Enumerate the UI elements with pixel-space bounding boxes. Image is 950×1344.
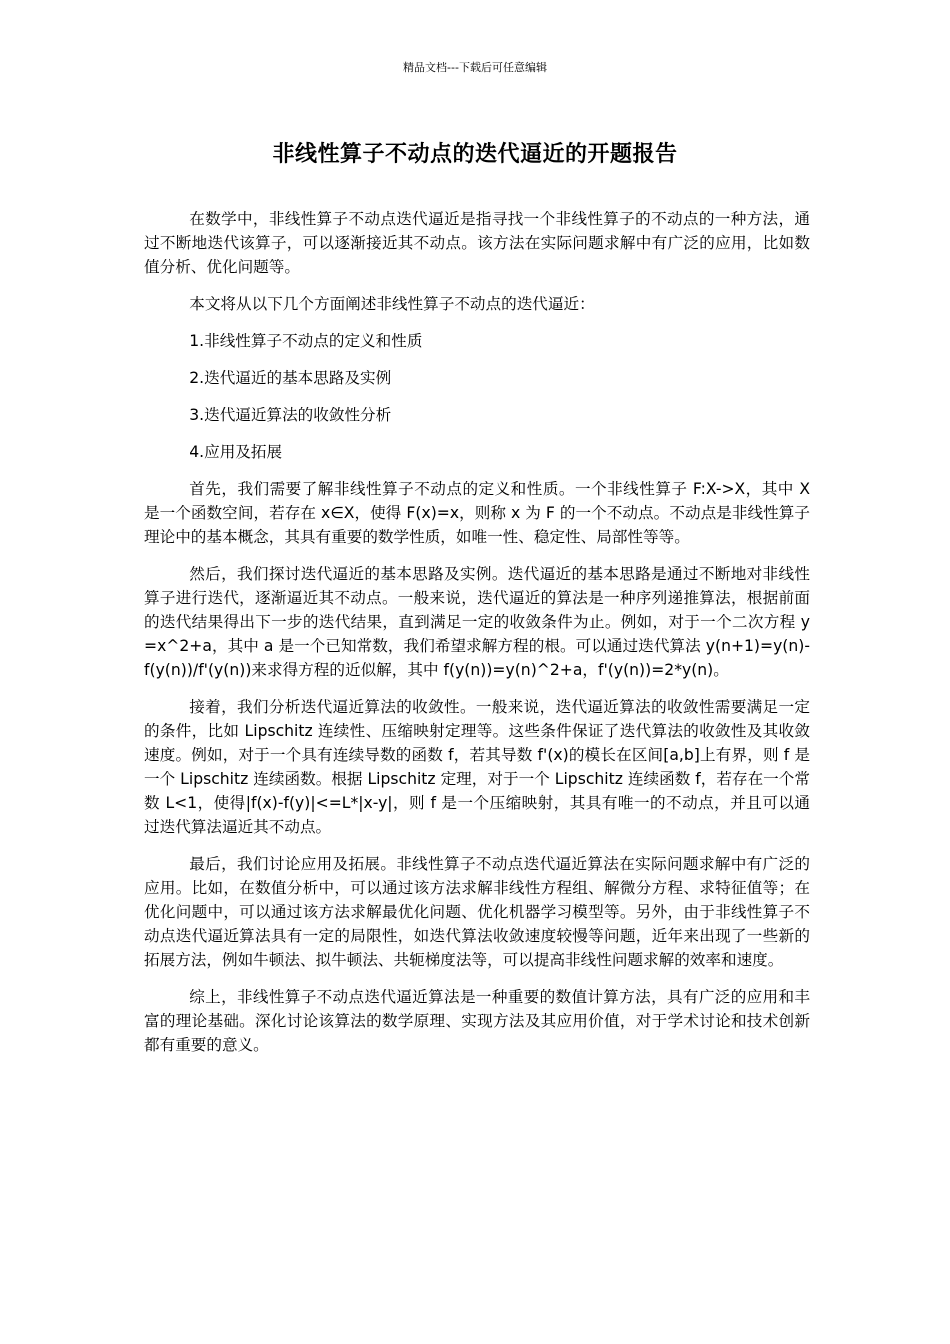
paragraph-iteration: 然后，我们探讨迭代逼近的基本思路及实例。迭代逼近的基本思路是通过不断地对非线性算子进行迭代，逐渐逼近其不动点。一般来说，迭代逼近的算法是一种序列递推算法，根据前面的迭代结果得出下一步的迭代结果，直到满足一定的收敛条件为止。例如，对于一个二次方程 y=x^2+a，其中 a 是一个已知常数，我们希望求解方程的根。可以通过迭代算法 y(n+1)=y(n)-f(y(n))/f'(y(n))来求得方程的近似解，其中 f(y(n))=y(n)^2+a，f'(y(n))=2*y(n)。 — [144, 565, 810, 679]
paragraph-convergence: 接着，我们分析迭代逼近算法的收敛性。一般来说，迭代逼近算法的收敛性需要满足一定的条件，比如 Lipschitz 连续性、压缩映射定理等。这些条件保证了迭代算法的收敛性及其收敛速度。例如，对于一个具有连续导数的函数 f，若其导数 f'(x)的模长在区间[a,b]上有界，则 f 是一个 Lipschitz 连续函数。根据 Lipschitz 定理，对于一个 Lipschitz 连续函数 f，若存在一个常数 L<1，使得|f(x)-f(y)|<=L*|x-y|，则 f 是一个压缩映射，其具有唯一的不动点，并且可以通过迭代算法逼近其不动点。 — [144, 698, 810, 836]
document-body — [144, 207, 810, 1070]
paragraph-conclusion: 综上，非线性算子不动点迭代逼近算法是一种重要的数值计算方法，具有广泛的应用和丰富的理论基础。深化讨论该算法的数学原理、实现方法及其应用价值，对于学术讨论和技术创新都有重要的意义。 — [144, 988, 810, 1054]
paragraph-intro: 在数学中，非线性算子不动点迭代逼近是指寻找一个非线性算子的不动点的一种方法，通过不断地迭代该算子，可以逐渐接近其不动点。该方法在实际问题求解中有广泛的应用，比如数值分析、优化问题等。 — [144, 210, 810, 276]
paragraph-applications: 最后，我们讨论应用及拓展。非线性算子不动点迭代逼近算法在实际问题求解中有广泛的应用。比如，在数值分析中，可以通过该方法求解非线性方程组、解微分方程、求特征值等；在优化问题中，可以通过该方法求解最优化问题、优化机器学习模型等。另外，由于非线性算子不动点迭代逼近算法具有一定的局限性，如迭代算法收敛速度较慢等问题，近年来出现了一些新的拓展方法，例如牛顿法、拟牛顿法、共轭梯度法等，可以提高非线性问题求解的效率和速度。 — [144, 855, 810, 969]
list-item: 2.迭代逼近的基本思路及实例 — [189, 369, 392, 387]
paragraph-definition: 首先，我们需要了解非线性算子不动点的定义和性质。一个非线性算子 F:X->X，其中 X 是一个函数空间，若存在 x∈X，使得 F(x)=x，则称 x 为 F 的一个不动点。不动点是非线性算子理论中的基本概念，其具有重要的数学性质，如唯一性、稳定性、局部性等等。 — [144, 480, 810, 546]
document-title: 非线性算子不动点的迭代逼近的开题报告 — [272, 142, 678, 167]
paragraph-outline: 本文将从以下几个方面阐述非线性算子不动点的迭代逼近： — [189, 295, 595, 313]
header-note: 精品文档---下载后可任意编辑 — [403, 61, 547, 74]
list-item: 3.迭代逼近算法的收敛性分析 — [189, 406, 392, 424]
list-item: 4.应用及拓展 — [189, 443, 283, 461]
list-item: 1.非线性算子不动点的定义和性质 — [189, 332, 423, 350]
